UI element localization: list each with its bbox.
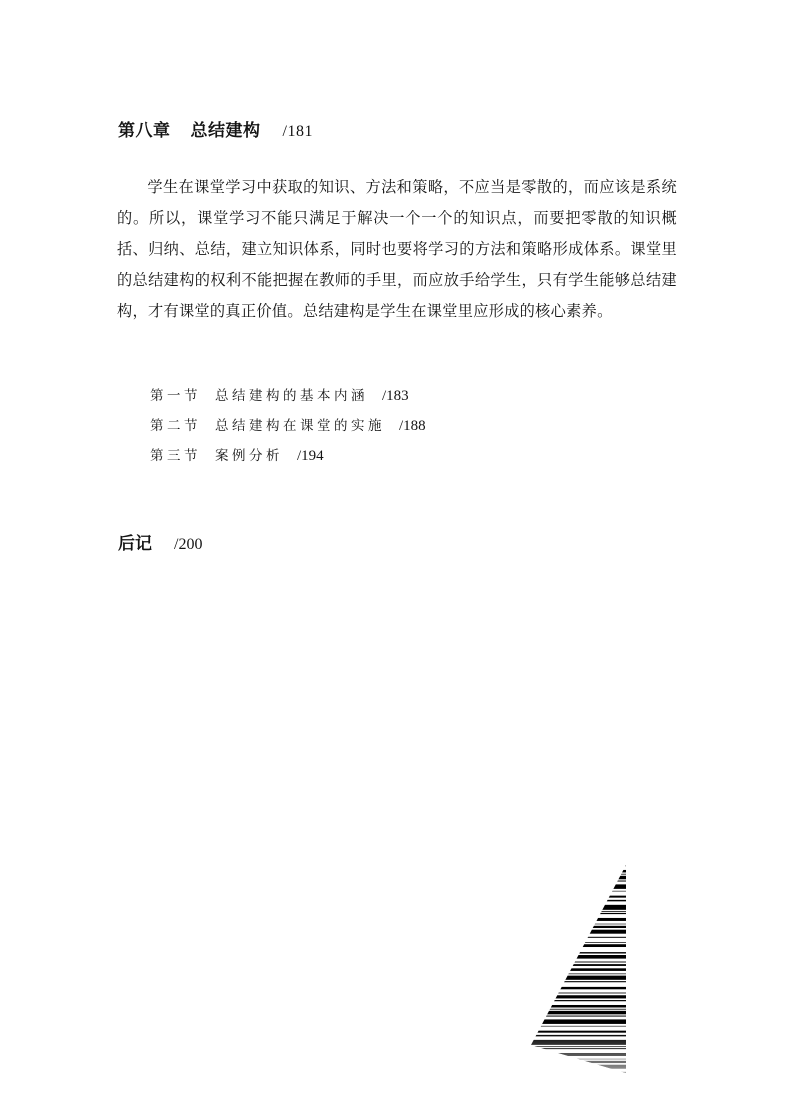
chapter-label: 第八章 bbox=[118, 121, 171, 141]
barcode-stripe bbox=[505, 874, 635, 875]
section-title: 总结建构的基本内涵 bbox=[215, 388, 368, 404]
barcode-stripe bbox=[505, 870, 635, 873]
section-label: 第一节 bbox=[150, 388, 201, 404]
chapter-title: 总结建构 bbox=[190, 121, 261, 141]
barcode-stripe bbox=[505, 865, 635, 866]
barcode-stripe bbox=[505, 881, 635, 882]
toc-entry-section-1[interactable] bbox=[150, 381, 426, 411]
section-label: 第三节 bbox=[150, 448, 201, 464]
chapter-heading[interactable] bbox=[118, 116, 313, 141]
barcode-stripe bbox=[505, 1072, 635, 1073]
section-page-number: /183 bbox=[382, 388, 409, 404]
section-page-number: /194 bbox=[297, 448, 324, 464]
section-list bbox=[150, 381, 426, 471]
section-title: 总结建构在课堂的实施 bbox=[215, 418, 385, 434]
chapter-summary: 学生在课堂学习中获取的知识、方法和策略，不应当是零散的，而应该是系统的。所以，课堂学习不能只满足于解决一个一个的知识点，而要把零散的知识概括、归纳、总结，建立知识体系，同时也要将学习的方法和策略形成体系。课堂里的总结建构的权利不能把握在教师的手里，而应放手给学生，只有学生能够总结建构，才有课堂的真正价值。总结建构是学生在课堂里应形成的核心素养。 bbox=[117, 178, 677, 320]
afterword-title: 后记 bbox=[118, 534, 152, 554]
section-page-number: /188 bbox=[399, 418, 426, 434]
section-title: 案例分析 bbox=[215, 448, 283, 464]
toc-entry-section-3[interactable] bbox=[150, 441, 426, 471]
afterword-page-number: /200 bbox=[174, 536, 203, 553]
barcode-stripe bbox=[505, 876, 635, 880]
toc-entry-section-2[interactable] bbox=[150, 411, 426, 441]
chapter-page-number: /181 bbox=[282, 123, 313, 140]
barcode-decoration-icon bbox=[505, 860, 635, 1080]
section-label: 第二节 bbox=[150, 418, 201, 434]
afterword-entry[interactable] bbox=[118, 529, 202, 554]
